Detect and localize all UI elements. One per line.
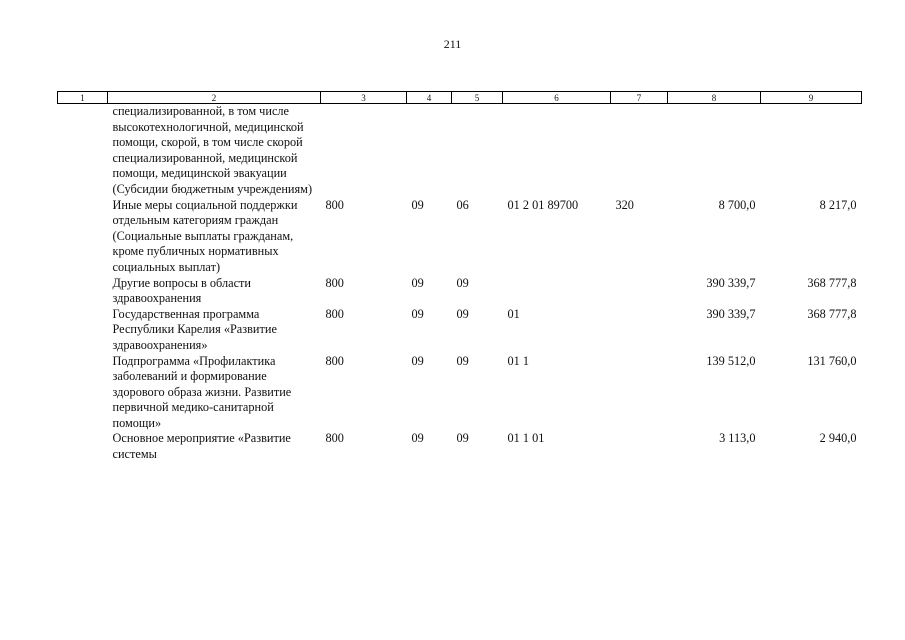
cell-expense-type xyxy=(611,104,668,198)
cell-admin-code: 800 xyxy=(325,353,344,368)
column-header: 1 xyxy=(58,92,108,104)
column-header: 3 xyxy=(321,92,407,104)
cell-target-article xyxy=(503,276,611,307)
cell-amount-1: 3 113,0 xyxy=(719,431,756,446)
column-header: 5 xyxy=(452,92,503,104)
cell-target-article: 01 1 xyxy=(507,353,530,368)
cell-expense-type: 320 xyxy=(615,197,634,212)
table-header xyxy=(58,92,862,104)
column-header: 7 xyxy=(611,92,668,104)
cell-amount-2: 131 760,0 xyxy=(807,353,857,368)
cell-subsection: 09 xyxy=(456,353,469,368)
row-description: Другие вопросы в области здравоохранения xyxy=(112,275,252,306)
cell-amount-2: 368 777,8 xyxy=(807,306,857,321)
row-description: Подпрограмма «Профилактика заболеваний и формирование здорового образа жизни. Развитие первичной медико-санитарной помощи» xyxy=(112,353,292,430)
table-row xyxy=(58,198,862,276)
row-description: Иные меры социальной поддержки отдельным категориям граждан (Социальные выплаты гражданам, кроме публичных нормативных социальных выплат) xyxy=(112,197,298,274)
cell-target-article: 01 1 01 xyxy=(507,431,545,446)
row-description: специализированной, в том числе высокотехнологичной, медицинской помощи, скорой, в том числе скорой специализированной, медицинской помощи, медицинской эвакуации (Субсидии бюджетным учреждениям) xyxy=(112,104,313,196)
column-header: 8 xyxy=(668,92,761,104)
cell-subsection: 09 xyxy=(456,431,469,446)
cell-subsection: 09 xyxy=(456,306,469,321)
cell-section xyxy=(407,104,452,198)
cell-admin-code: 800 xyxy=(325,431,344,446)
cell-expense-type xyxy=(611,431,668,462)
table-row xyxy=(58,104,862,198)
column-header: 2 xyxy=(108,92,321,104)
cell-subsection xyxy=(452,104,503,198)
cell-target-article: 01 xyxy=(507,306,520,321)
cell-admin-code: 800 xyxy=(325,306,344,321)
cell-admin-code: 800 xyxy=(325,275,344,290)
cell-admin-code: 800 xyxy=(325,197,344,212)
cell-expense-type xyxy=(611,354,668,432)
cell-target-article: 01 2 01 89700 xyxy=(507,197,579,212)
cell-amount-1: 390 339,7 xyxy=(706,275,756,290)
cell-section: 09 xyxy=(411,353,424,368)
row-description: Основное мероприятие «Развитие системы xyxy=(112,431,291,462)
cell-expense-type xyxy=(611,307,668,354)
table-row xyxy=(58,307,862,354)
cell-section: 09 xyxy=(411,431,424,446)
cell-section: 09 xyxy=(411,275,424,290)
table-row xyxy=(58,354,862,432)
cell-section: 09 xyxy=(411,197,424,212)
cell-subsection: 06 xyxy=(456,197,469,212)
cell-amount-1: 390 339,7 xyxy=(706,306,756,321)
column-header: 9 xyxy=(761,92,862,104)
column-header: 4 xyxy=(407,92,452,104)
cell-subsection: 09 xyxy=(456,275,469,290)
cell-amount-1: 139 512,0 xyxy=(706,353,756,368)
page-number: 211 xyxy=(443,37,462,51)
table-row xyxy=(58,276,862,307)
cell-target-article xyxy=(503,104,611,198)
cell-section: 09 xyxy=(411,306,424,321)
cell-amount-2: 368 777,8 xyxy=(807,275,857,290)
cell-expense-type xyxy=(611,276,668,307)
cell-amount-1 xyxy=(668,104,761,198)
cell-amount-1: 8 700,0 xyxy=(718,197,756,212)
cell-amount-2 xyxy=(761,104,862,198)
cell-admin-code xyxy=(321,104,407,198)
budget-table xyxy=(57,91,862,463)
cell-amount-2: 2 940,0 xyxy=(819,431,857,446)
cell-amount-2: 8 217,0 xyxy=(819,197,857,212)
row-description: Государственная программа Республики Карелия «Развитие здравоохранения» xyxy=(112,306,277,352)
table-row xyxy=(58,431,862,462)
column-header: 6 xyxy=(503,92,611,104)
